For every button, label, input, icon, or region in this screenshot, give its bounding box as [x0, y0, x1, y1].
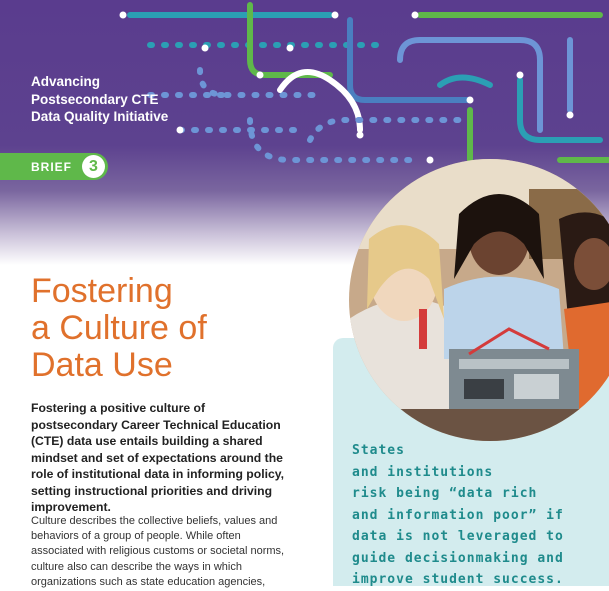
brief-badge — [0, 153, 108, 180]
body-paragraph: Culture describes the collective beliefs, values and behaviors of a group of people. While often associated with religious customs or societal norms, culture also can describe the ways in which organizations such as state education agencies, — [31, 515, 285, 588]
callout-text: States and institutions risk being “data rich and information poor” if data is not leveraged to guide decisionmaking and improve student success. — [352, 443, 564, 587]
brief-label: BRIEF — [31, 160, 72, 174]
title-line: Fostering — [31, 272, 173, 310]
series-title: Advancing Postsecondary CTE Data Quality Initiative — [31, 74, 169, 124]
lead-paragraph: Fostering a positive culture of postsecondary Career Technical Education (CTE) data use entails building a shared mindset and set of expectations around the role of institutional data in informing policy, setting instructional priorities and driving improvement. — [31, 401, 285, 514]
page-title — [31, 273, 331, 384]
title-line: Data Use — [31, 346, 173, 384]
title-line: a Culture of — [31, 309, 207, 347]
brief-number: 3 — [82, 155, 105, 178]
